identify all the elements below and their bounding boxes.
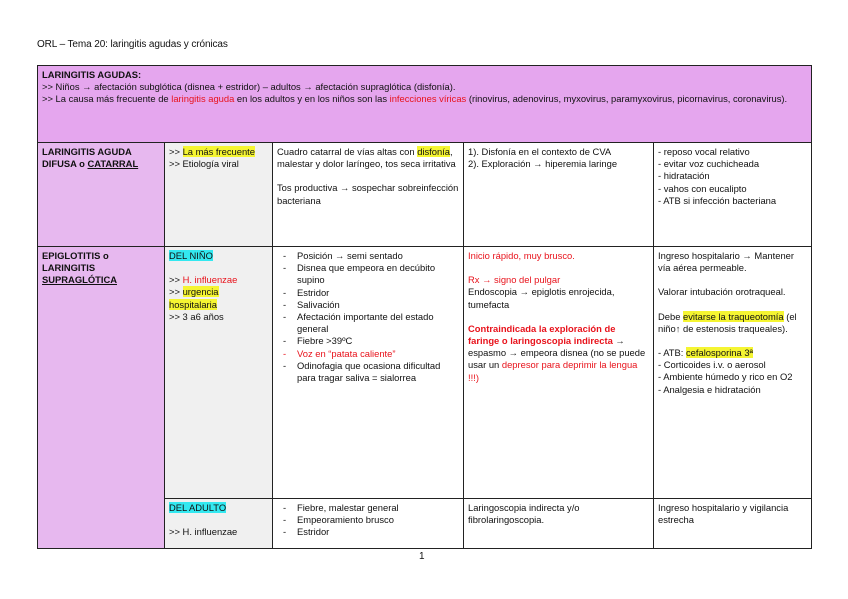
list-item: - Odinofagia que ocasiona dificultad para tragar saliva = sialorrea <box>277 360 459 384</box>
header-cell <box>38 66 812 143</box>
list-item: - Estridor <box>277 526 459 538</box>
document-title: ORL – Tema 20: laringitis agudas y crónicas <box>37 39 228 50</box>
list-item: - Posición → semi sentado <box>277 250 459 262</box>
row-clinic-catarral: Cuadro catarral de vías altas con disfonía, malestar y dolor laríngeo, tos seca irritativa Tos productiva → sospechar sobreinfección bacteriana <box>273 143 464 247</box>
list-item: - Afectación importante del estado general <box>277 311 459 335</box>
list-item: - Voz en “patata caliente” <box>277 348 459 360</box>
row-name-epiglotitis: EPIGLOTITIS o LARINGITIS SUPRAGLÓTICA <box>38 247 165 549</box>
row-etiology-adulto: DEL ADULTO >> H. influenzae <box>165 499 273 549</box>
page-number: 1 <box>419 551 425 562</box>
list-item: - Salivación <box>277 299 459 311</box>
row-clinic-nino <box>273 247 464 499</box>
list-item: - Fiebre, malestar general <box>277 502 459 514</box>
list-item: - Disnea que empeora en decúbito supino <box>277 262 459 286</box>
list-item: - Fiebre >39ºC <box>277 335 459 347</box>
header-title: LARINGITIS AGUDAS: <box>42 69 142 80</box>
row-diagnosis-adulto: Laringoscopia indirecta y/o fibrolaringoscopia. <box>464 499 654 549</box>
table-row-epiglotitis-nino <box>38 247 812 499</box>
row-etiology-catarral: >> La más frecuente >> Etiología viral <box>165 143 273 247</box>
header-line-2: >> La causa más frecuente de laringitis aguda en los adultos y en los niños son las infecciones víricas (rinovirus, adenovirus, myxovirus, paramyxovirus, picornavirus, coronavirus). <box>42 93 788 105</box>
row-clinic-adulto <box>273 499 464 549</box>
row-treatment-nino: Ingreso hospitalario → Mantener vía aérea permeable. Valorar intubación orotraqueal. Debe evitarse la traqueotomía (el niño↑ de estenosis traqueales). - ATB: cefalosporina 3ª - Corticoides i.v. o aerosol - Ambiente húmedo y rico en O2 - Analgesia e hidratación <box>654 247 812 499</box>
laringitis-table <box>37 65 812 549</box>
row-diagnosis-catarral: 1). Disfonía en el contexto de CVA 2). Exploración → hiperemia laringe <box>464 143 654 247</box>
row-name-catarral: LARINGITIS AGUDA DIFUSA o CATARRAL <box>38 143 165 247</box>
row-diagnosis-nino: Inicio rápido, muy brusco. Rx → signo del pulgar Endoscopia → epiglotis enrojecida, tumefacta Contraindicada la exploración de faringe o laringoscopia indirecta → espasmo → empeora disnea (no se puede usar un depresor para deprimir la lengua !!!) <box>464 247 654 499</box>
row-treatment-catarral: - reposo vocal relativo - evitar voz cuchicheada - hidratación - vahos con eucalipto - ATB si infección bacteriana <box>654 143 812 247</box>
table-row-catarral <box>38 143 812 247</box>
header-row <box>38 66 812 143</box>
list-item: - Empeoramiento brusco <box>277 514 459 526</box>
header-line-1: >> Niños → afectación subglótica (disnea + estridor) – adultos → afectación supraglótica (disfonía). <box>42 81 456 93</box>
row-etiology-nino: DEL NIÑO >> H. influenzae >> urgencia hospitalaria >> 3 a6 años <box>165 247 273 499</box>
list-item: - Estridor <box>277 287 459 299</box>
row-treatment-adulto: Ingreso hospitalario y vigilancia estrecha <box>654 499 812 549</box>
